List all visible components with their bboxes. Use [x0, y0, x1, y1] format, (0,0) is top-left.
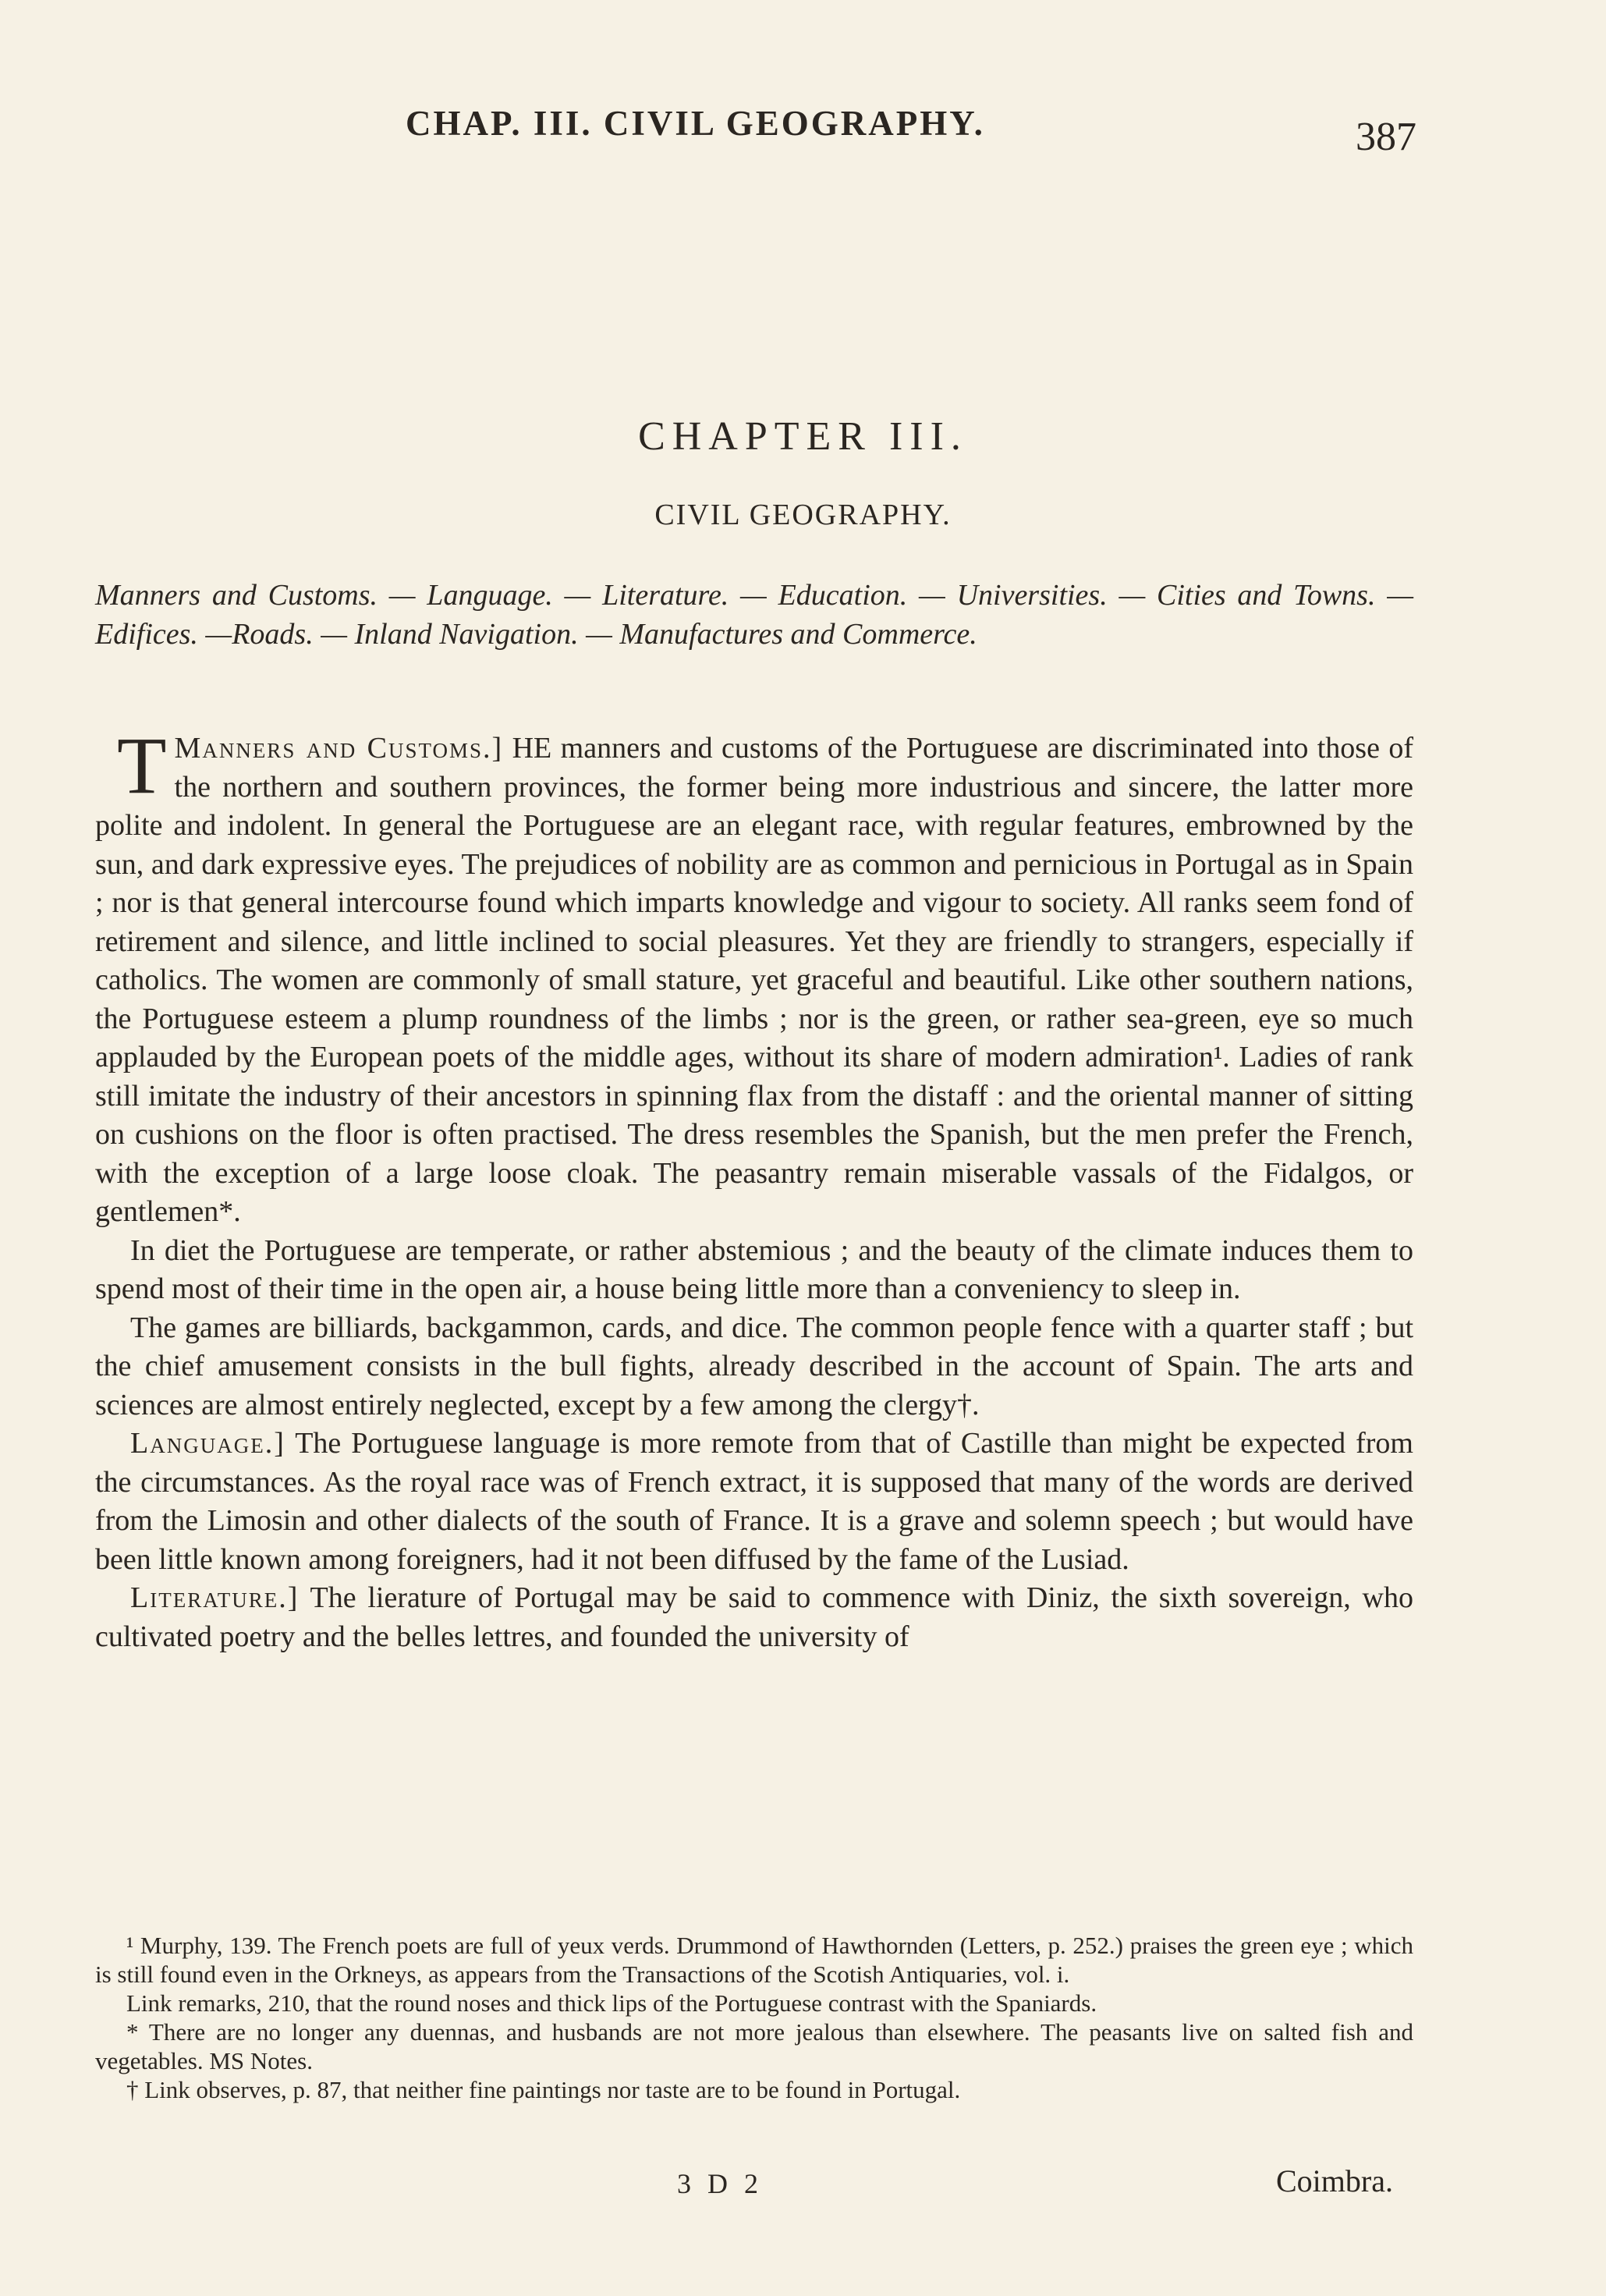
paragraph-literature [95, 1579, 1413, 1656]
section-head-manners: Manners and Customs.] [174, 732, 504, 765]
paragraph-language-text: The Portuguese language is more remote from that of Castille than might be expected from the circumstances. As the royal race was of French extract, it is supposed that many of the words are derived from the Limosin and other dialects of the south of France. It is a grave and solemn speech ; but would have been little known among foreigners, had it not been diffused by the fame of the Lusiad. [95, 1427, 1413, 1576]
footnotes [95, 1931, 1413, 2104]
body-text [95, 721, 1414, 1656]
drop-cap: T [117, 721, 167, 811]
paragraph-literature-text: The lierature of Portugal may be said to commence with Diniz, the sixth sovereign, who cultivated poetry and the belles lettres, and founded the university of [95, 1581, 1413, 1653]
paragraph-manners [95, 721, 1414, 1232]
paragraph-games: The games are billiards, backgammon, cards, and dice. The common people fence with a quarter staff ; but the chief amusement consists in the bull fights, already described in the account of Spain. The arts and sciences are almost entirely neglected, except by a few among the clergy†. [95, 1311, 1413, 1421]
chapter-summary: Manners and Customs. — Language. — Literature. — Education. — Universities. — Cities and Towns. — Edifices. —Roads. — Inland Navigation. — Manufactures and Commerce. [95, 579, 1413, 651]
footnote-1: ¹ Murphy, 139. The French poets are full of yeux verds. Drummond of Hawthornden (Letters, p. 252.) praises the green eye ; which is still found even in the Orkneys, as appears from the Transactions of the Scotish Antiquaries, vol. i. [95, 1932, 1413, 1988]
signature-mark: 3 D 2 [677, 2168, 763, 2199]
paragraph-diet: In diet the Portuguese are temperate, or rather abstemious ; and the beauty of the climate induces them to spend most of their time in the open air, a house being little more than a conveniency to sleep in. [95, 1233, 1413, 1305]
page-number: 387 [1356, 115, 1416, 159]
footnote-3: * There are no longer any duennas, and husbands are not more jealous than elsewhere. The peasants live on salted fish and vegetables. MS Notes. [95, 2018, 1413, 2074]
running-head: CHAP. III. CIVIL GEOGRAPHY. [406, 104, 985, 143]
chapter-subtitle: CIVIL GEOGRAPHY. [654, 499, 952, 531]
footnote-4: † Link observes, p. 87, that neither fine paintings nor taste are to be found in Portugal. [126, 2076, 961, 2103]
paragraph-manners-text: HE manners and customs of the Portuguese are discriminated into those of the northern and southern provinces, the former being more industrious and sincere, the latter more polite and indolent. In general the Portuguese are an elegant race, with regular features, embrowned by the sun, and dark expressive eyes. The prejudices of nobility are as common and pernicious in Portugal as in Spain ; nor is that general intercourse found which imparts knowledge and vigour to society. All ranks seem fond of retirement and silence, and little inclined to social pleasures. Yet they are friendly to strangers, especially if catholics. The women are commonly of small stature, yet graceful and beautiful. Like other southern nations, the Portuguese esteem a plump roundness of the limbs ; nor is the green, or rather sea-green, eye so much applauded by the European poets of the middle ages, without its share of modern admiration¹. Ladies of rank still imitate the industry of their ancestors in spinning flax from the distaff : and the oriental manner of sitting on cushions on the floor is often practised. The dress resembles the Spanish, but the men prefer the French, with the exception of a large loose cloak. The peasantry remain miserable vassals of the Fidalgos, or gentlemen*. [95, 732, 1414, 1228]
section-head-language: Language.] [130, 1427, 285, 1460]
paragraph-language [95, 1425, 1413, 1579]
section-head-literature: Literature.] [130, 1581, 300, 1614]
catchword: Coimbra. [1276, 2163, 1393, 2198]
footnote-2: Link remarks, 210, that the round noses and thick lips of the Portuguese contrast with the Spaniards. [126, 1989, 1097, 2017]
chapter-title: CHAPTER III. [638, 414, 968, 459]
